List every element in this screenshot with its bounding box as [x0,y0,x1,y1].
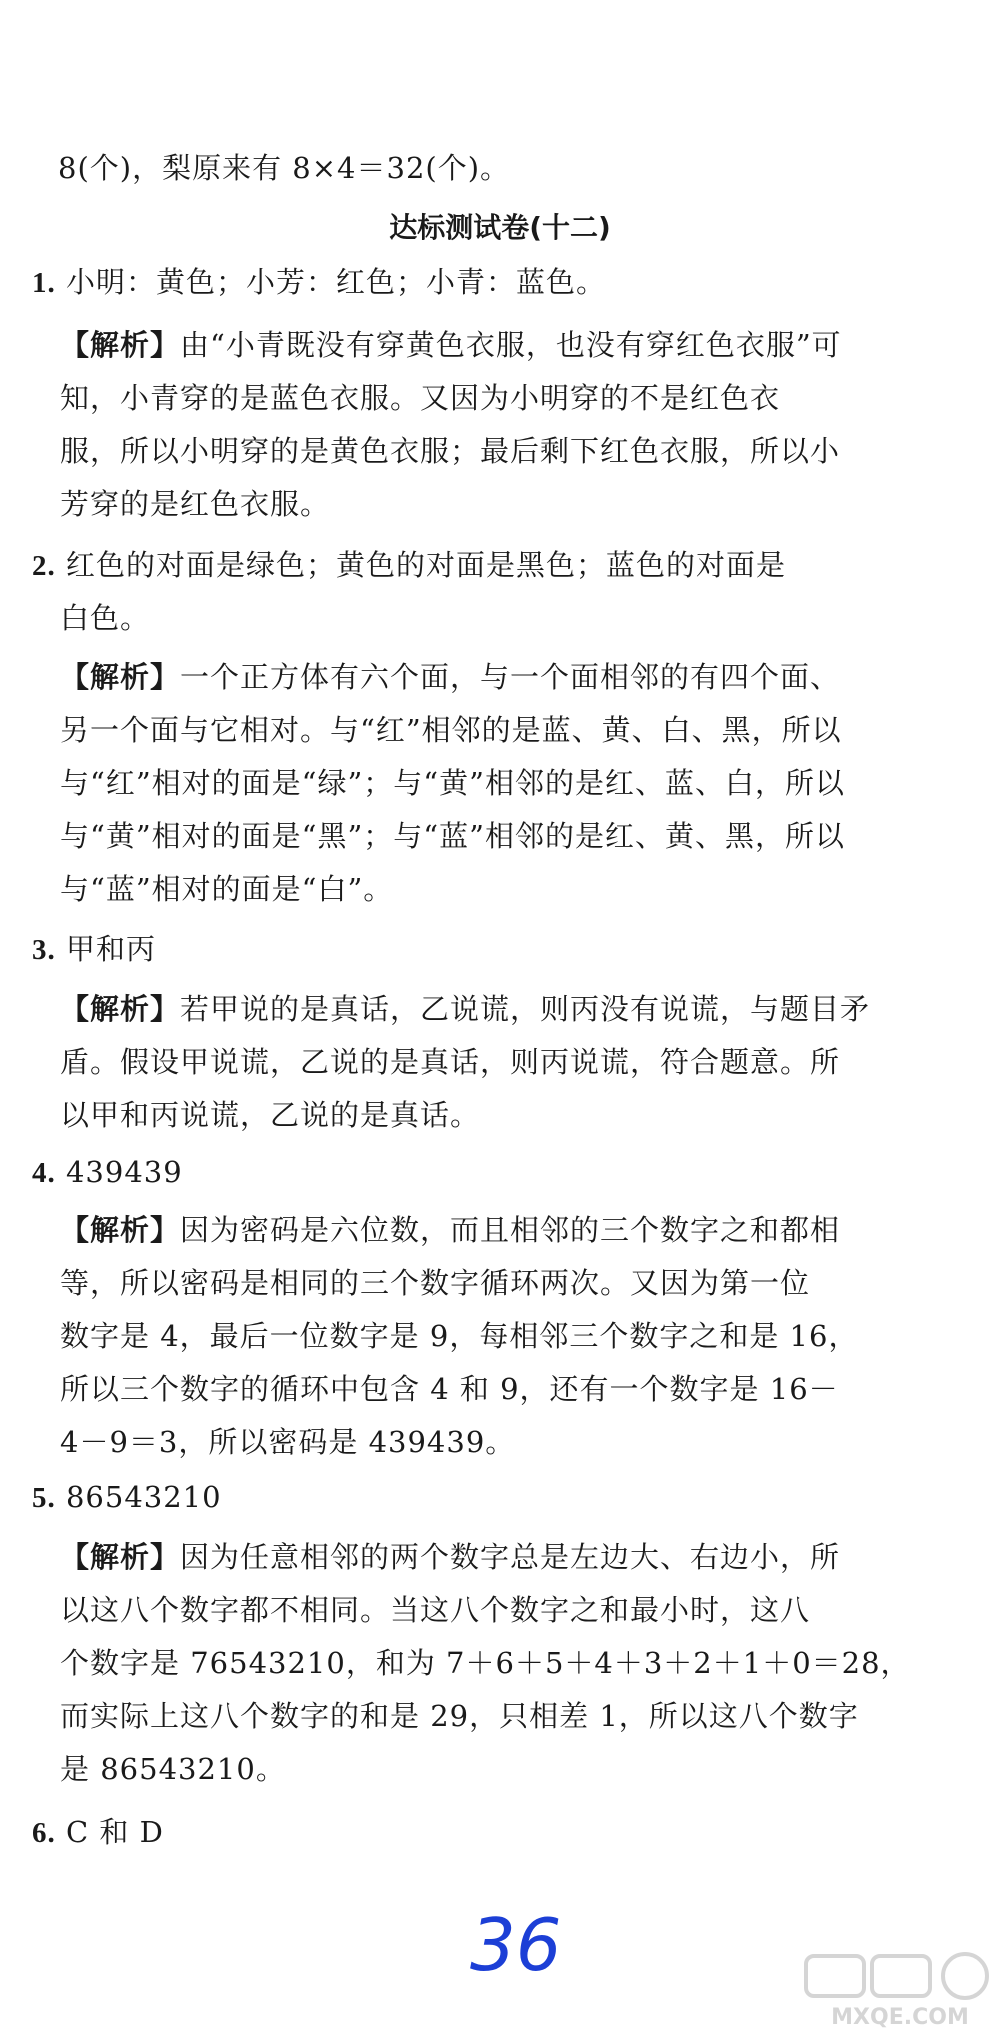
analysis-tag: 【解析】 [60,328,181,362]
q3-answer: 甲和丙 [65,932,156,966]
q2-answer-line: 白色。 [60,601,151,635]
q6-answer-line [32,1812,164,1853]
q4-analysis-line: 等，所以密码是相同的三个数字循环两次。又因为第一位 [60,1266,811,1300]
q1-analysis-line: 知，小青穿的是蓝色衣服。又因为小明穿的不是红色衣 [60,381,781,415]
q3-number: 3. [32,934,56,966]
q3-analysis-line [60,989,870,1029]
q5-analysis-line: 而实际上这八个数字的和是 29，只相差 1，所以这八个数字 [60,1699,859,1733]
top-fragment: 8(个)，梨原来有 8×4＝32(个)。 [58,151,511,185]
q4-answer: 439439 [65,1155,183,1189]
q2-analysis-line: 与“蓝”相对的面是“白”。 [60,872,394,906]
q2-analysis-text: 一个正方体有六个面，与一个面相邻的有四个面、 [180,660,841,694]
q4-answer-line [32,1152,183,1193]
q3-analysis-line: 盾。假设甲说谎，乙说的是真话，则丙说谎，符合题意。所 [60,1045,841,1079]
q6-number: 6. [32,1817,56,1849]
q2-analysis-line: 与“红”相对的面是“绿”；与“黄”相邻的是红、蓝、白，所以 [60,766,845,800]
q5-analysis-text: 因为任意相邻的两个数字总是左边大、右边小，所 [180,1540,841,1574]
q3-answer-line [32,929,156,970]
q5-analysis-line: 以这八个数字都不相同。当这八个数字之和最小时，这八 [60,1593,811,1627]
q1-number: 1. [32,267,56,299]
q5-analysis-line: 个数字是 76543210，和为 7＋6＋5＋4＋3＋2＋1＋0＝28， [60,1646,911,1680]
q1-answer-line [32,262,606,303]
handwritten-page-number: 36 [470,1903,562,1987]
q5-answer: 86543210 [65,1480,222,1514]
watermark-logo [800,1950,1000,2032]
q1-answer: 小明：黄色；小芳：红色；小青：蓝色。 [65,265,606,299]
q4-analysis-line: 所以三个数字的循环中包含 4 和 9，还有一个数字是 16－ [60,1372,839,1406]
analysis-tag: 【解析】 [60,660,181,694]
q2-analysis-line [60,657,840,697]
q2-answer: 红色的对面是绿色；黄色的对面是黑色；蓝色的对面是 [65,548,786,582]
q5-analysis-line: 是 86543210。 [60,1752,286,1786]
q1-analysis-text: 由“小青既没有穿黄色衣服，也没有穿红色衣服”可 [180,328,842,362]
q4-analysis-line: 4－9＝3，所以密码是 439439。 [60,1425,516,1459]
q4-number: 4. [32,1157,56,1189]
q4-analysis-line: 数字是 4，最后一位数字是 9，每相邻三个数字之和是 16， [60,1319,859,1353]
q2-analysis-line: 与“黄”相对的面是“黑”；与“蓝”相邻的是红、黄、黑，所以 [60,819,845,853]
q3-analysis-text: 若甲说的是真话，乙说谎，则丙没有说谎，与题目矛 [180,992,871,1026]
analysis-tag: 【解析】 [60,1540,181,1574]
q5-analysis-line [60,1537,840,1577]
watermark-text: MXQE.COM [831,2005,969,2030]
q5-number: 5. [32,1482,56,1514]
analysis-tag: 【解析】 [60,992,181,1026]
analysis-tag: 【解析】 [60,1213,181,1247]
q2-answer-line [32,545,786,586]
q4-analysis-text: 因为密码是六位数，而且相邻的三个数字之和都相 [180,1213,841,1247]
q1-analysis-line: 芳穿的是红色衣服。 [60,487,331,521]
q5-answer-line [32,1477,222,1518]
q3-analysis-line: 以甲和丙说谎，乙说的是真话。 [60,1098,481,1132]
q1-analysis-line: 服，所以小明穿的是黄色衣服；最后剩下红色衣服，所以小 [60,434,841,468]
section-title: 达标测试卷(十二) [389,211,611,244]
q6-answer: C 和 D [65,1815,164,1849]
q2-analysis-line: 另一个面与它相对。与“红”相邻的是蓝、黄、白、黑，所以 [60,713,842,747]
q1-analysis-line [60,325,842,365]
q4-analysis-line [60,1210,840,1250]
q2-number: 2. [32,550,56,582]
